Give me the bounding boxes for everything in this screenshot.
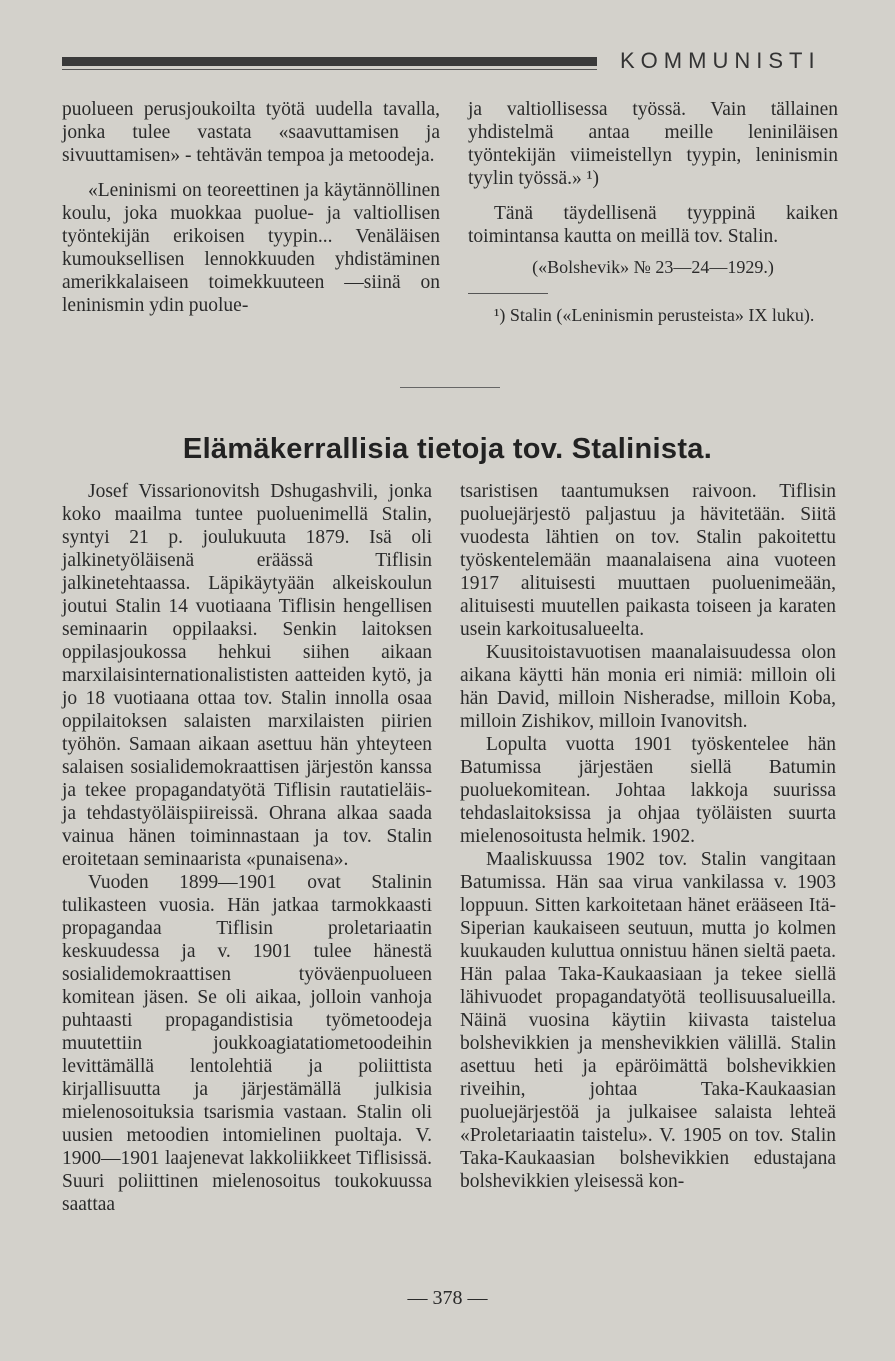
journal-title: KOMMUNISTI — [620, 48, 821, 73]
article-left-column — [62, 480, 432, 1216]
paragraph: puolueen perusjoukoilta työtä uudella tavalla, jonka tulee vastata «saavuttamisen ja sivuuttamisen» - tehtävän tempoa ja metoodeja. — [62, 99, 440, 166]
paragraph: Maaliskuussa 1902 tov. Stalin vangitaan Batumissa. Hän saa virua vankilassa v. 1903 loppuun. Sitten karkoitetaan hänet erääseen Itä-Siperian kaukaiseen seutuun, mutta jo kolmen kuukauden kuluttua onnistuu hänen sieltä paeta. Hän palaa Taka-Kaukaasiaan ja tekee siellä lähivuodet propagandatyötä teollisuusalueilla. Näinä vuosina käytiin kiivasta taistelua bolshevikkien ja menshevikkien välillä. Stalin asettuu heti ja epäröimättä bolshevikkien riveihin, johtaa Taka-Kaukaasian puoluejärjestöä ja julkaisee salaista lehteä «Proletariaatin taistelu». V. 1905 on tov. Stalin Taka-Kaukaasian bolshevikkien edustajana bolshevikkien yleisessä kon- — [460, 849, 836, 1192]
paragraph: tsaristisen taantumuksen raivoon. Tiflisin puoluejärjestö paljastuu ja hävitetään. Siitä vuodesta lähtien on tov. Stalin pakoitettu työskentelemään maanalaisena aina vuoteen 1917 alituisesti muuttaen puoluenimeään, alituisesti muutellen paikasta toiseen ja karaten usein karkoitusalueelta. — [460, 481, 836, 640]
top-right-column — [468, 98, 838, 326]
paragraph: Kuusitoistavuotisen maanalaisuudessa olon aikana käytti hän monia eri nimiä: milloin oli hän David, milloin Nisheradse, milloin Koba, milloin Zishikov, milloin Ivanovitsh. — [460, 642, 836, 732]
paragraph: «Leninismi on teoreettinen ja käytännöllinen koulu, joka muokkaa puolue- ja valtiollisen työntekijän erikoisen tyypin... Venäläisen kumouksellisen lennokkuuden yhdistäminen amerikkalaiseen toimekkuuteen —siinä on leninismin ydin puolue- — [62, 180, 440, 316]
article-right-column — [460, 480, 836, 1193]
footnote-rule — [468, 293, 548, 294]
paragraph: Lopulta vuotta 1901 työskentelee hän Batumissa järjestäen siellä Batumin puoluekomitean. Johtaa lakkoja suurissa tehdaslaitoksissa ja ohjaa työläisten suurta mielenosoitusta helmik. 1902. — [460, 734, 836, 847]
paragraph: Vuoden 1899—1901 ovat Stalinin tulikasteen vuosia. Hän jatkaa tarmokkaasti propagandaa Tiflisin proletariaatin keskuudessa ja v. 1901 tulee hänestä sosialidemokraattisen työväenpuolueen komitean jäsen. Se oli aikaa, jolloin vanhoja puhtaasti propagandistisia työmetoodeja muutettiin joukkoagiatatiometoodeihin levittämällä lentolehtiä ja poliittista kirjallisuutta ja järjestämällä julkisia mielenosoituksia tsarismia vastaan. Stalin oli uusien metoodien intomielinen puoltaja. V. 1900—1901 laajenevat lakkoliikkeet Tiflisissä. Suuri poliittinen mielenosoitus toukokuussa saattaa — [62, 872, 432, 1215]
paragraph: Josef Vissarionovitsh Dshugashvili, jonka koko maailma tuntee puoluenimellä Stalin, syntyi 21 p. joulukuuta 1879. Isä oli jalkinetyöläisenä eräässä Tiflisin jalkinetehtaassa. Läpikäytyään alkeiskoulun joutui Stalin 14 vuotiaana Tiflisin hengellisen seminaarin oppilaaksi. Senkin laitoksen oppilasjoukossa hehkui siihen aikaan marxilaisinternationalististen aatteiden kytö, ja jo 18 vuotiaana ottaa tov. Stalin innolla osaa oppilaitoksen salaisten marxilaisten piirien työhön. Samaan aikaan asettuu hän yhteyteen salaisen sosialidemokraattisen järjestön kanssa ja tekee propagandatyötä Tiflisin rautatieläis- ja tehdastyöläispiireissä. Ohrana alkaa saada vainua hänen toiminnastaan ja tov. Stalin eroitetaan seminaarista «punaisena». — [62, 481, 432, 870]
source-citation: («Bolshevik» № 23—24—1929.) — [532, 257, 774, 277]
paragraph: ja valtiollisessa työssä. Vain tällainen yhdistelmä antaa meille leniniläisen työntekijän viimeistellyn tyypin, leninismin tyylin työssä.» ¹) — [468, 99, 838, 189]
section-separator — [400, 387, 500, 388]
footnote: ¹) Stalin («Leninismin perusteista» IX luku). — [494, 305, 815, 325]
article-headline: Elämäkerrallisia tietoja tov. Stalinista. — [182, 433, 713, 465]
paragraph: Tänä täydellisenä tyyppinä kaiken toimintansa kautta on meillä tov. Stalin. — [468, 203, 838, 247]
header-rule — [62, 57, 597, 66]
header-rule-thin — [62, 69, 597, 70]
top-left-column — [62, 98, 440, 317]
page-number: — 378 — — [407, 1287, 488, 1309]
